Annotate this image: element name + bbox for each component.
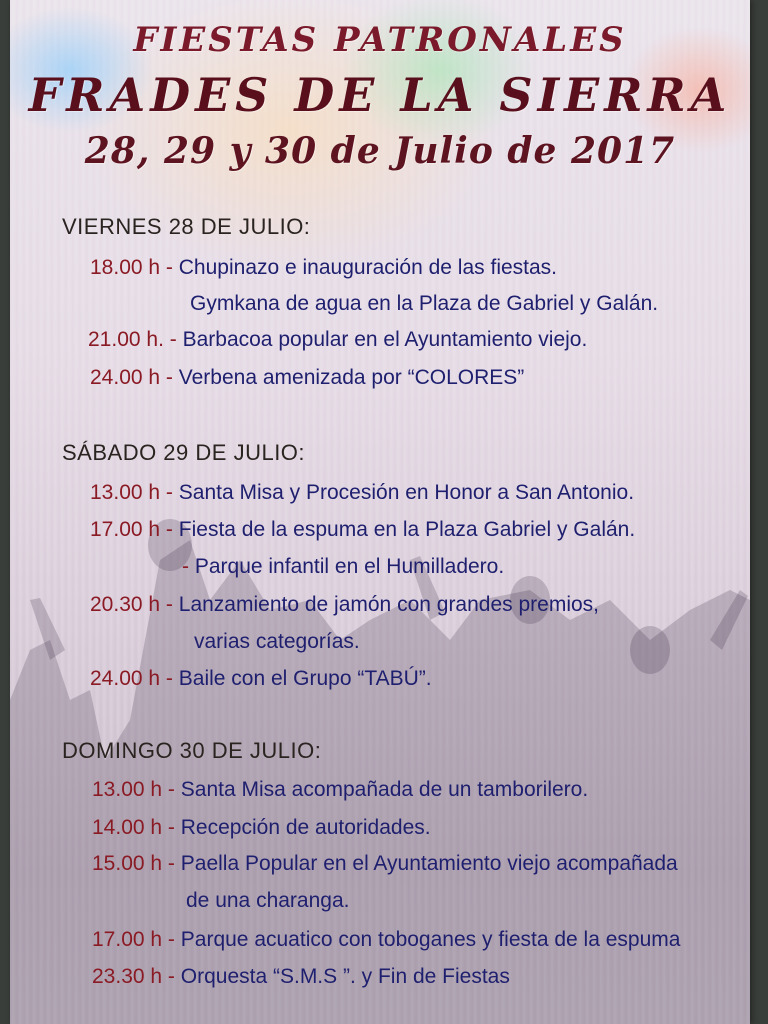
event-row: [92, 778, 588, 802]
event-time: 15.00 h: [92, 852, 163, 875]
event-description: Parque infantil en el Humilladero.: [194, 555, 505, 578]
event-row: [92, 965, 510, 989]
event-description: de una charanga.: [186, 889, 350, 912]
festival-poster: [10, 0, 750, 1024]
event-time: 24.00 h: [90, 366, 161, 389]
poster-title-town: FRADES DE LA SIERRA: [28, 68, 732, 122]
event-time: 23.30 h: [92, 965, 163, 988]
poster-dates: 28, 29 y 30 de Julio de 2017: [84, 130, 676, 172]
event-description: Parque acuatico con toboganes y fiesta de la espuma: [180, 928, 681, 951]
event-description: varias categorías.: [194, 630, 360, 653]
event-row: [90, 481, 634, 505]
event-row: [90, 593, 599, 617]
event-row: [186, 889, 349, 913]
event-row: [194, 630, 360, 654]
event-separator: -: [182, 555, 189, 578]
event-row: [92, 816, 431, 840]
event-description: Baile con el Grupo “TABÚ”.: [178, 667, 432, 690]
poster-title-fiestas: FIESTAS PATRONALES: [133, 20, 627, 60]
event-row: [90, 518, 635, 542]
day-heading-sunday: DOMINGO 30 DE JULIO:: [62, 738, 322, 763]
event-time: 18.00 h: [90, 256, 161, 279]
event-time: 17.00 h: [92, 928, 163, 951]
event-separator: -: [167, 778, 175, 801]
event-separator: -: [169, 328, 177, 351]
event-separator: -: [165, 593, 173, 616]
event-description: Orquesta “S.M.S ”. y Fin de Fiestas: [180, 965, 510, 988]
event-description: Chupinazo e inauguración de las fiestas.: [178, 256, 558, 279]
event-row: [92, 928, 680, 952]
event-separator: -: [167, 852, 175, 875]
event-description: Santa Misa acompañada de un tamborilero.: [180, 778, 589, 801]
event-row: [90, 366, 524, 390]
event-time: 20.30 h: [90, 593, 161, 616]
event-description: Paella Popular en el Ayuntamiento viejo acompañada: [180, 852, 678, 875]
event-separator: -: [167, 928, 175, 951]
day-heading-saturday: SÁBADO 29 DE JULIO:: [62, 440, 306, 465]
event-description: Verbena amenizada por “COLORES”: [178, 366, 525, 389]
event-separator: -: [167, 816, 175, 839]
event-separator: -: [165, 366, 173, 389]
event-separator: -: [167, 965, 175, 988]
event-description: Fiesta de la espuma en la Plaza Gabriel y Galán.: [178, 518, 636, 541]
event-row: [90, 256, 557, 280]
event-time: 17.00 h: [90, 518, 161, 541]
event-description: Recepción de autoridades.: [180, 816, 431, 839]
event-description: Barbacoa popular en el Ayuntamiento viejo.: [182, 328, 588, 351]
event-separator: -: [165, 518, 173, 541]
event-separator: -: [165, 256, 173, 279]
event-description: Gymkana de agua en la Plaza de Gabriel y Galán.: [190, 292, 659, 315]
day-heading-friday: VIERNES 28 DE JULIO:: [62, 214, 311, 239]
event-time: 13.00 h: [90, 481, 161, 504]
event-time: 24.00 h: [90, 667, 161, 690]
event-time: 14.00 h: [92, 816, 163, 839]
event-row: [90, 667, 432, 691]
event-separator: -: [165, 481, 173, 504]
event-row: [182, 555, 504, 579]
event-row: [92, 852, 678, 876]
event-time: 13.00 h: [92, 778, 163, 801]
event-separator: -: [165, 667, 173, 690]
event-row: [190, 292, 658, 316]
event-description: Santa Misa y Procesión en Honor a San Antonio.: [178, 481, 635, 504]
event-description: Lanzamiento de jamón con grandes premios,: [178, 593, 600, 616]
event-row: [88, 328, 587, 352]
event-time: 21.00 h.: [88, 328, 164, 351]
